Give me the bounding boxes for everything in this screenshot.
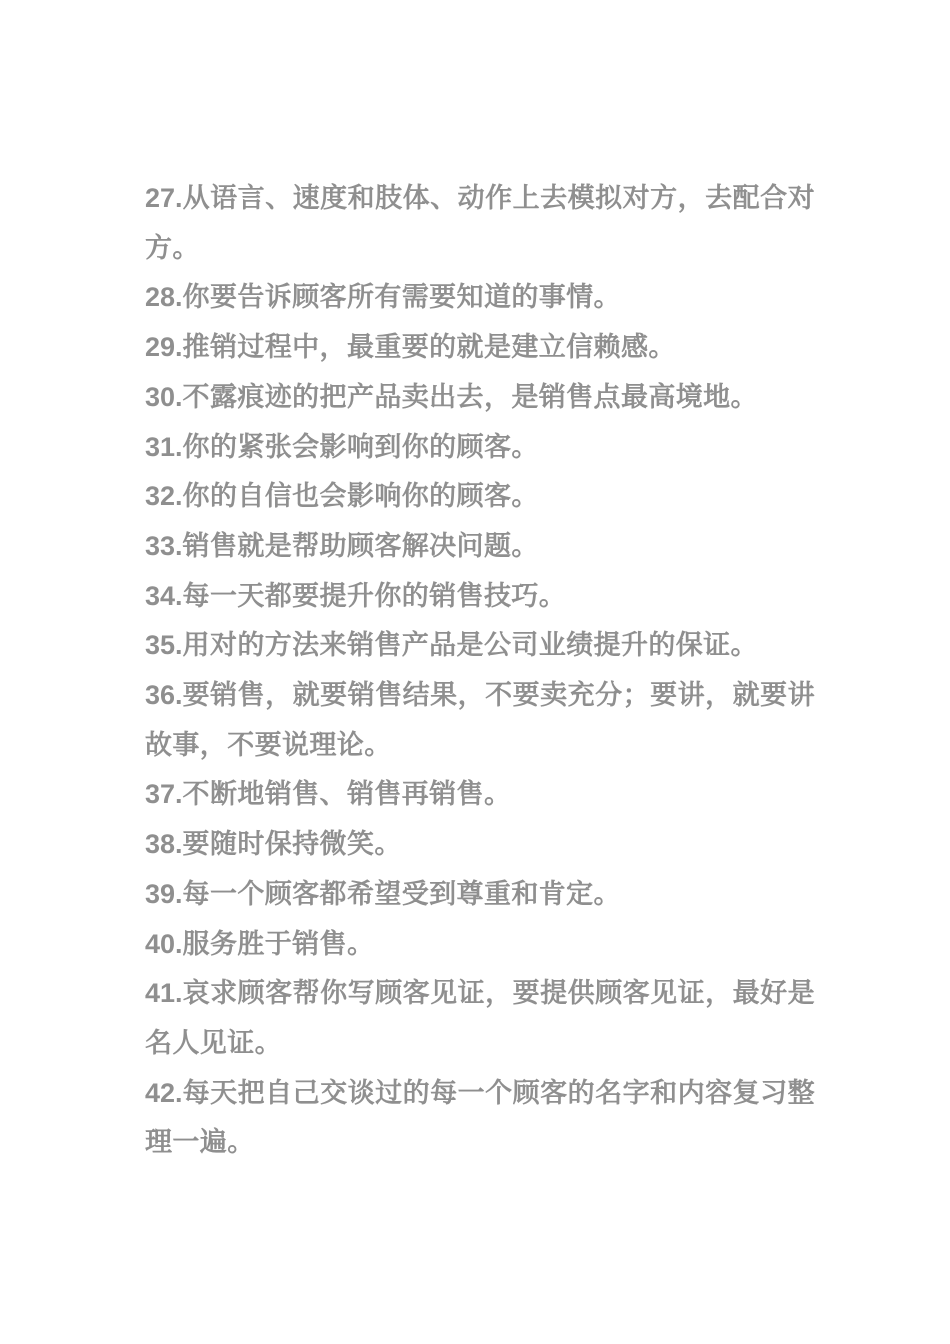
item-number: 41. — [145, 978, 183, 1009]
item-text: 你的自信也会影响你的顾客。 — [182, 481, 539, 513]
list-item — [145, 969, 815, 1068]
list-item — [145, 373, 815, 423]
list-item — [145, 273, 815, 323]
list-item — [145, 472, 815, 522]
list-item — [145, 870, 815, 920]
item-number: 34. — [145, 580, 183, 611]
list-item — [145, 820, 815, 870]
item-text: 不露痕迹的把产品卖出去，是销售点最高境地。 — [182, 381, 758, 413]
list-item — [145, 572, 815, 622]
list-item — [145, 174, 815, 273]
item-text: 每天把自己交谈过的每一个顾客的名字和内容复习整理一遍。 — [145, 1077, 815, 1159]
list-item — [145, 621, 815, 671]
item-number: 42. — [145, 1077, 183, 1108]
item-number: 31. — [145, 431, 183, 462]
item-text: 从语言、速度和肢体、动作上去模拟对方，去配合对方。 — [145, 183, 815, 264]
item-text: 每一天都要提升你的销售技巧。 — [182, 580, 567, 612]
item-number: 35. — [145, 630, 183, 661]
item-text: 哀求顾客帮你写顾客见证，要提供顾客见证，最好是名人见证。 — [145, 978, 815, 1059]
item-text: 不断地销售、销售再销售。 — [182, 779, 512, 811]
item-text: 要销售，就要销售结果，不要卖充分；要讲，就要讲故事，不要说理论。 — [145, 680, 815, 761]
item-text: 你的紧张会影响到你的顾客。 — [182, 431, 539, 463]
item-text: 要随时保持微笑。 — [182, 829, 402, 861]
item-number: 28. — [145, 282, 183, 313]
item-text: 销售就是帮助顾客解决问题。 — [182, 530, 539, 562]
item-number: 27. — [145, 183, 183, 213]
item-number: 37. — [145, 779, 183, 810]
item-number: 32. — [145, 481, 183, 512]
list-item — [145, 323, 815, 373]
item-number: 40. — [145, 928, 183, 959]
item-text: 服务胜于销售。 — [182, 928, 375, 960]
item-text: 推销过程中，最重要的就是建立信赖感。 — [182, 332, 676, 364]
list-item — [145, 522, 815, 572]
item-text: 每一个顾客都希望受到尊重和肯定。 — [182, 878, 621, 910]
list-item — [145, 423, 815, 473]
list-item — [145, 1069, 815, 1168]
item-number: 29. — [145, 332, 183, 363]
list-item — [145, 920, 815, 970]
list-item — [145, 770, 815, 820]
list-item — [145, 671, 815, 770]
item-number: 30. — [145, 381, 183, 412]
item-text: 你要告诉顾客所有需要知道的事情。 — [182, 282, 621, 314]
item-number: 38. — [145, 829, 183, 860]
item-number: 36. — [145, 680, 183, 711]
tips-list — [145, 174, 815, 1168]
item-number: 33. — [145, 530, 183, 561]
item-number: 39. — [145, 878, 183, 909]
item-text: 用对的方法来销售产品是公司业绩提升的保证。 — [182, 630, 758, 662]
